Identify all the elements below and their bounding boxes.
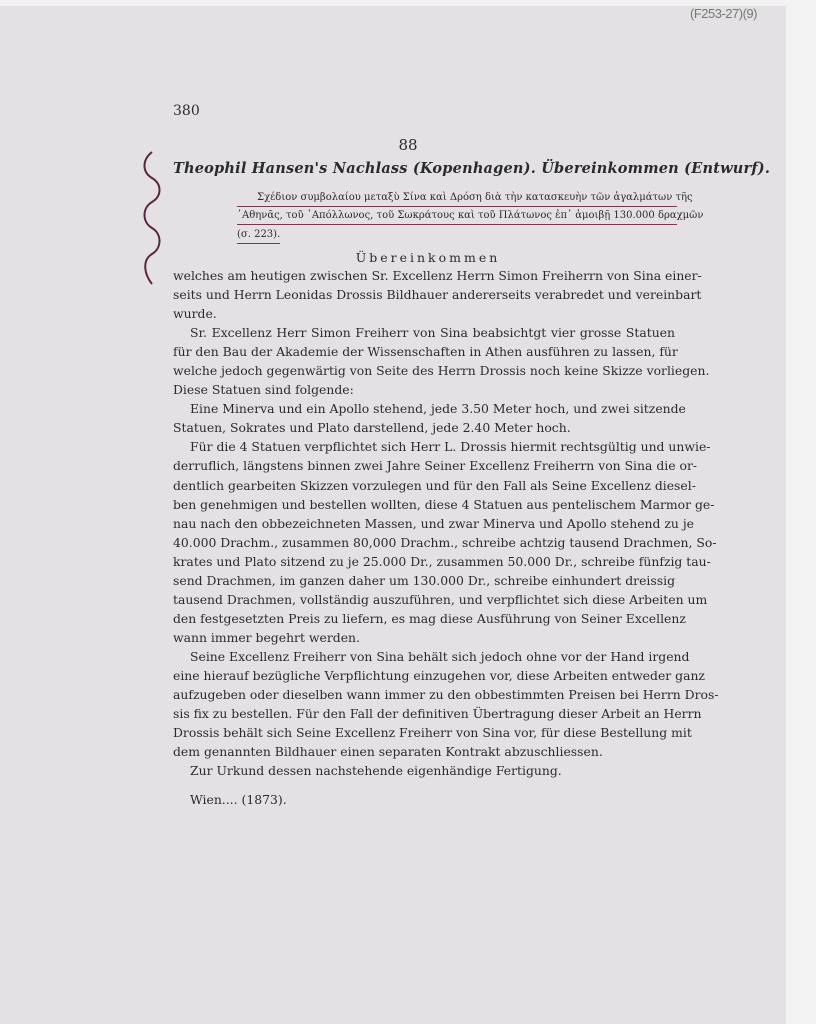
- text-line: nau nach den obbezeichneten Massen, und zwar Minerva und Apollo stehend zu je: [173, 515, 694, 531]
- text-line: den festgesetzten Preis zu liefern, es mag diese Ausführung von Seiner Excellenz: [173, 610, 686, 626]
- text-line: welche jedoch gegenwärtig von Seite des Herrn Drossis noch keine Skizze vorliegen.: [173, 363, 710, 379]
- text-line: eine hierauf bezügliche Verpflichtung einzugehen vor, diese Arbeiten entweder ganz: [173, 667, 705, 683]
- text-line: dentlich gearbeiten Skizzen vorzulegen und für den Fall als Seine Excellenz diesel-: [173, 477, 696, 493]
- text-line: Sr. Excellenz Herr Simon Freiherr von Sina beabsichtgt vier grosse Statuen: [190, 325, 675, 341]
- text-line: welches am heutigen zwischen Sr. Excellenz Herrn Simon Freiherrn von Sina einer-: [173, 268, 702, 283]
- document-body: [173, 266, 719, 809]
- text-line: tausend Drachmen, vollständig auszuführen, und verpflichtet sich diese Arbeiten um: [173, 591, 708, 607]
- text-line: krates und Plato sitzend zu je 25.000 Dr., zusammen 50.000 Dr., schreibe fünfzig tau-: [173, 553, 711, 569]
- text-line: Eine Minerva und ein Apollo stehend, jede 3.50 Meter hoch, und zwei sitzende: [190, 401, 686, 417]
- text-line: sis fix zu bestellen. Für den Fall der definitiven Übertragung dieser Arbeit an Herrn: [173, 706, 702, 722]
- paragraph: [173, 399, 686, 437]
- text-line: Zur Urkund dessen nachstehende eigenhändige Fertigung.: [190, 763, 562, 779]
- closing-place-date: Wien.... (1873).: [190, 792, 287, 808]
- subheading: Übereinkommen: [355, 250, 501, 265]
- text-line: wann immer begehrt werden.: [173, 629, 360, 645]
- greek-summary-line: (σ. 223).: [237, 226, 280, 244]
- text-line: send Drachmen, im ganzen daher um 130.000 Dr., schreibe einhundert dreissig: [173, 572, 675, 588]
- text-line: dem genannten Bildhauer einen separaten Kontrakt abzuschliessen.: [173, 744, 603, 760]
- text-line: aufzugeben oder dieselben wann immer zu den obbestimmten Preisen bei Herrn Dros-: [173, 687, 719, 703]
- text-line: wurde.: [173, 306, 217, 322]
- paragraph: [173, 437, 717, 647]
- text-line: Für die 4 Statuen verpflichtet sich Herr L. Drossis hiermit rechtsgültig und unwie-: [190, 439, 711, 455]
- document-title: Theophil Hansen's Nachlass (Kopenhagen). Übereinkommen (Entwurf).: [173, 160, 771, 177]
- text-line: Diese Statuen sind folgende:: [173, 382, 354, 398]
- handwritten-squiggle-mark: [140, 150, 164, 290]
- text-line: seits und Herrn Leonidas Drossis Bildhauer andererseits verabredet und vereinbart: [173, 287, 702, 303]
- text-line: Statuen, Sokrates und Plato darstellend, jede 2.40 Meter hoch.: [173, 420, 571, 436]
- text-line: derruflich, längstens binnen zwei Jahre Seiner Excellenz Freiherrn von Sina die or-: [173, 458, 698, 474]
- greek-summary-line: ᾿Αθηνᾶς, τοῦ ᾿Απόλλωνος, τοῦ Σωκράτους καὶ τοῦ Πλάτωνος ἐπ᾿ ἀμοιβῇ 130.000 δραχμῶν: [237, 207, 677, 225]
- text-line: Seine Excellenz Freiherr von Sina behält sich jedoch ohne vor der Hand irgend: [190, 648, 690, 664]
- text-line: 40.000 Drachm., zusammen 80,000 Drachm., schreibe achtzig tausend Drachmen, So-: [173, 534, 717, 550]
- document-number: 88: [398, 136, 418, 154]
- text-line: Drossis behält sich Seine Excellenz Freiherr von Sina vor, für diese Bestellung mit: [173, 725, 692, 741]
- paragraph: [173, 266, 702, 323]
- paragraph: [173, 323, 710, 399]
- paragraph: [173, 647, 719, 761]
- text-line: für den Bau der Akademie der Wissenschaften in Athen ausführen zu lassen, für: [173, 344, 678, 360]
- greek-summary-line: Σχέδιον συμβολαίου μεταξὺ Σίνα καὶ Δρόση διὰ τὴν κατασκευὴν τῶν ἀγαλμάτων τῆς: [237, 189, 677, 207]
- text-line: ben genehmigen und bestellen wollten, diese 4 Statuen aus pentelischem Marmor ge-: [173, 496, 715, 512]
- paragraph: [173, 761, 675, 780]
- page-number: 380: [173, 103, 200, 119]
- greek-summary: [237, 189, 704, 244]
- handwritten-archive-note: (F253-27)(9): [690, 6, 757, 21]
